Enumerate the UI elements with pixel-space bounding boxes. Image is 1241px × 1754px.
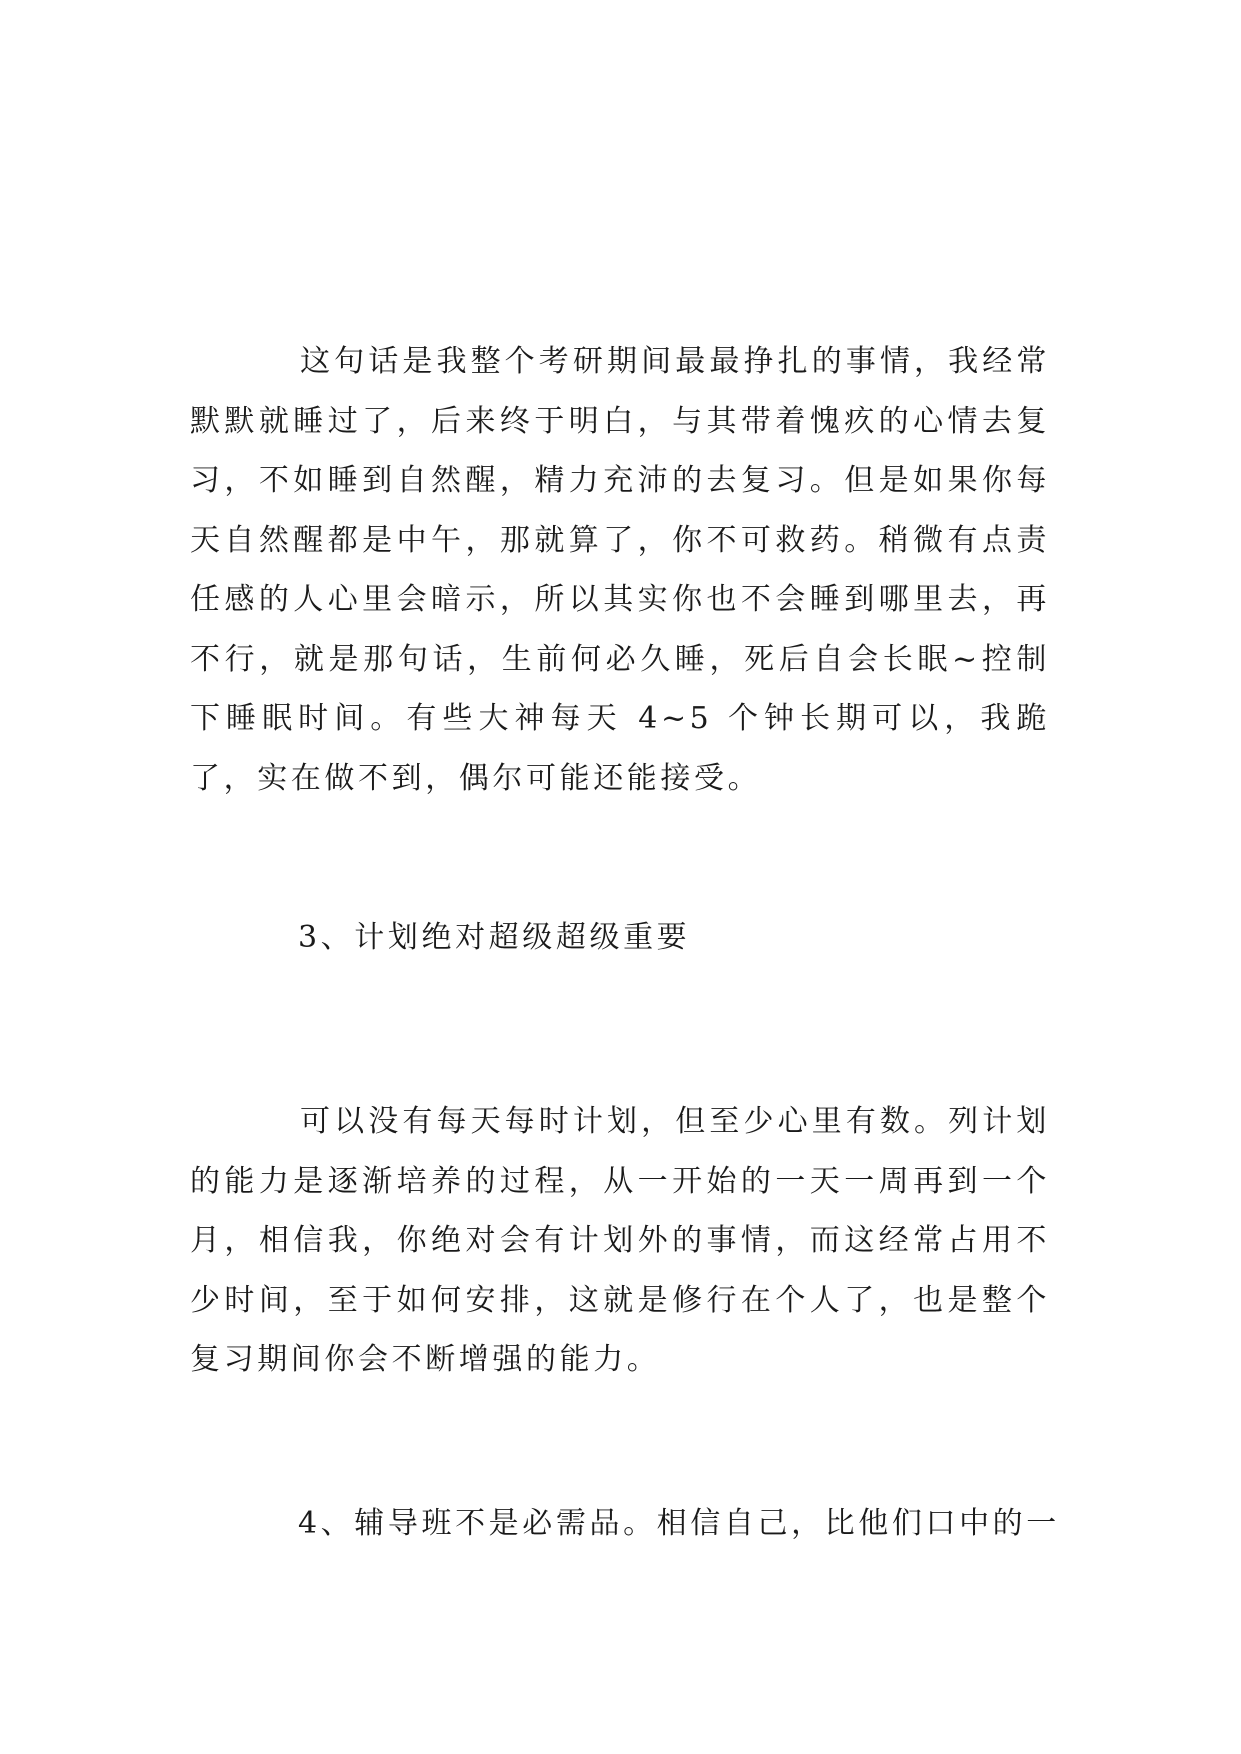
section-heading-4: 4、辅导班不是必需品。相信自己，比他们口中的一: [298, 1506, 1060, 1541]
section-heading-3: 3、计划绝对超级超级重要: [298, 920, 691, 955]
paragraph-plan: 可以没有每天每时计划，但至少心里有数。列计划的能力是逐渐培养的过程，从一开始的一天一周再到一个月，相信我，你绝对会有计划外的事情，而这经常占用不少时间，至于如何安排，这就是修行在个人了，也是整个复习期间你会不断增强的能力。: [190, 1104, 1050, 1377]
paragraph-sleep: 这句话是我整个考研期间最最挣扎的事情，我经常默默就睡过了，后来终于明白，与其带着愧疚的心情去复习，不如睡到自然醒，精力充沛的去复习。但是如果你每天自然醒都是中午，那就算了，你不可救药。稍微有点责任感的人心里会暗示，所以其实你也不会睡到哪里去，再不行，就是那句话，生前何必久睡，死后自会长眠~控制下睡眠时间。有些大神每天 4~5 个钟长期可以，我跪了，实在做不到，偶尔可能还能接受。: [190, 344, 1050, 796]
